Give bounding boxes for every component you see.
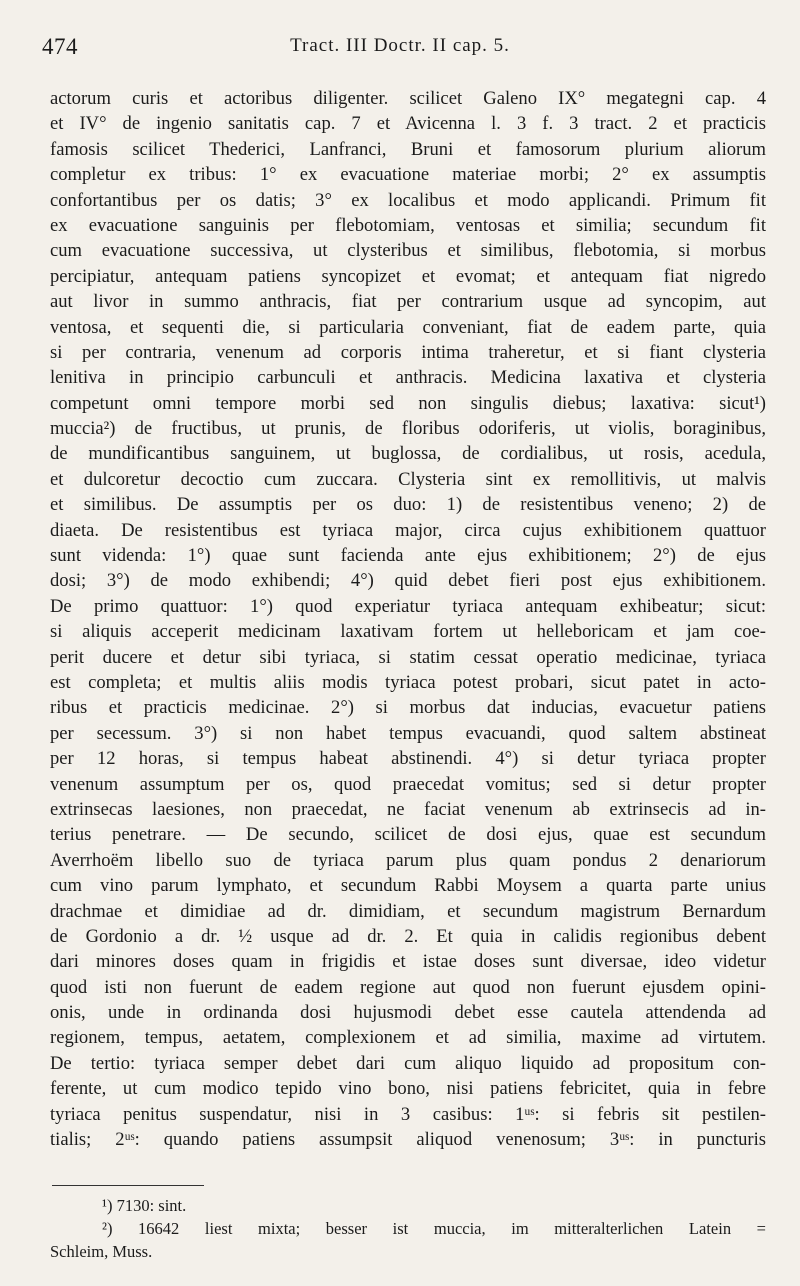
text-line: De primo quattuor: 1°) quod experiatur tyriaca antequam exhibeatur; sicut: bbox=[50, 595, 766, 617]
text-line: sunt videnda: 1°) quae sunt facienda ante ejus exhibitionem; 2°) de ejus bbox=[50, 545, 766, 567]
text-line: dari minores doses quam in frigidis et istae doses sunt diversae, ideo videtur bbox=[50, 951, 766, 973]
text-line: completur ex tribus: 1° ex evacuatione materiae morbi; 2° ex assumptis bbox=[50, 164, 766, 186]
text-line: quod isti non fuerunt de eadem regione aut quod non fuerunt ejusdem opini- bbox=[50, 976, 766, 998]
text-line: de Gordonio a dr. ½ usque ad dr. 2. Et quia in calidis regionibus debent bbox=[50, 925, 766, 947]
text-line: terius penetrare. — De secundo, scilicet de dosi ejus, quae est secundum bbox=[50, 824, 766, 846]
text-line: competunt omni tempore morbi sed non singulis diebus; laxativa: sicut¹) bbox=[50, 392, 766, 414]
text-line: tyriaca penitus suspendatur, nisi in 3 casibus: 1ᵘˢ: si febris sit pestilen- bbox=[50, 1103, 766, 1125]
text-line: per secessum. 3°) si non habet tempus evacuandi, quod saltem abstineat bbox=[50, 722, 766, 744]
footnotes bbox=[50, 1194, 766, 1263]
text-line: lenitiva in principio carbunculi et anthracis. Medicina laxativa et clysteria bbox=[50, 367, 766, 389]
text-line: et similibus. De assumptis per os duo: 1) de resistentibus veneno; 2) de bbox=[50, 494, 766, 516]
text-line: confortantibus per os datis; 3° ex localibus et modo applicandi. Primum fit bbox=[50, 189, 766, 211]
text-line: de mundificantibus sanguinem, ut buglossa, de cordialibus, ut rosis, acedula, bbox=[50, 443, 766, 465]
text-line: cum evacuatione successiva, ut clysteribus et similibus, flebotomia, si morbus bbox=[50, 240, 766, 262]
text-line: famosis scilicet Thederici, Lanfranci, Bruni et famosorum plurium aliorum bbox=[50, 138, 766, 160]
text-line: perit ducere et detur sibi tyriaca, si statim cessat operatio medicinae, tyriaca bbox=[50, 646, 766, 668]
footnote-line: ²) 16642 liest mixta; besser ist muccia, im mitteralterlichen Latein = bbox=[102, 1219, 766, 1238]
text-line: De tertio: tyriaca semper debet dari cum aliquo liquido ad propositum con- bbox=[50, 1052, 766, 1074]
footnote-line: ¹) 7130: sint. bbox=[102, 1196, 187, 1215]
text-line: diaeta. De resistentibus est tyriaca major, circa cujus exhibitionem quattuor bbox=[50, 519, 766, 541]
text-line: extrinsecas laesiones, non praecedat, ne faciat venenum ab extrinsecis ad in- bbox=[50, 798, 766, 820]
text-line: onis, unde in ordinanda dosi hujusmodi debet esse cautela attendenda ad bbox=[50, 1002, 766, 1024]
text-line: ventosa, et sequenti die, si particularia conveniant, fiat de eadem parte, quia bbox=[50, 316, 766, 338]
running-head: Tract. III Doctr. II cap. 5. bbox=[290, 35, 510, 56]
text-line: si per contraria, venenum ad corporis intima traheretur, et si fiant clysteria bbox=[50, 341, 766, 363]
page-number: 474 bbox=[42, 34, 78, 59]
footnote-divider bbox=[52, 1185, 204, 1186]
text-line: percipiatur, antequam patiens syncopizet et evomat; et antequam fiat nigredo bbox=[50, 265, 766, 287]
text-line: muccia²) de fructibus, ut prunis, de floribus odoriferis, ut violis, boraginibus, bbox=[50, 418, 766, 440]
text-line: venenum assumptum per os, quod praecedat vomitus; sed si detur propter bbox=[50, 773, 766, 795]
text-line: per 12 horas, si tempus habeat abstinendi. 4°) si detur tyriaca propter bbox=[50, 748, 766, 770]
text-line: cum vino parum lymphato, et secundum Rabbi Moysem a quarta parte unius bbox=[50, 875, 766, 897]
text-line: dosi; 3°) de modo exhibendi; 4°) quid debet fieri post ejus exhibitionem. bbox=[50, 570, 766, 592]
text-line: ribus et practicis medicinae. 2°) si morbus dat inducias, evacuetur patiens bbox=[50, 697, 766, 719]
text-line: si aliquis acceperit medicinam laxativam fortem ut helleboricam et jam coe- bbox=[50, 621, 766, 643]
text-line: et IV° de ingenio sanitatis cap. 7 et Avicenna l. 3 f. 3 tract. 2 et practicis bbox=[50, 113, 766, 135]
text-line: Averrhoëm libello suo de tyriaca parum plus quam pondus 2 denariorum bbox=[50, 849, 766, 871]
body-text bbox=[50, 86, 766, 1152]
text-line: ferente, ut cum modico tepido vino bono, nisi patiens febricitet, quia in febre bbox=[50, 1078, 766, 1100]
text-line: est completa; et multis aliis modis tyriaca potest probari, sicut patet in acto- bbox=[50, 671, 766, 693]
text-line: actorum curis et actoribus diligenter. scilicet Galeno IX° megategni cap. 4 bbox=[50, 88, 766, 109]
footnote-line: Schleim, Muss. bbox=[50, 1242, 153, 1261]
text-line: regionem, tempus, aetatem, complexionem et ad similia, maxime ad virtutem. bbox=[50, 1027, 766, 1049]
page-header bbox=[0, 34, 800, 64]
text-line: tialis; 2ᵘˢ: quando patiens assumpsit aliquod venenosum; 3ᵘˢ: in puncturis bbox=[50, 1129, 766, 1151]
text-line: et dulcoretur decoctio cum zuccara. Clysteria sint ex remollitivis, ut malvis bbox=[50, 468, 766, 490]
text-line: ex evacuatione sanguinis per flebotomiam, ventosas et similia; secundum fit bbox=[50, 214, 766, 236]
text-line: aut livor in summo anthracis, fiat per contrarium usque ad syncopim, aut bbox=[50, 291, 766, 313]
text-line: drachmae et dimidiae ad dr. dimidiam, et secundum magistrum Bernardum bbox=[50, 900, 766, 922]
